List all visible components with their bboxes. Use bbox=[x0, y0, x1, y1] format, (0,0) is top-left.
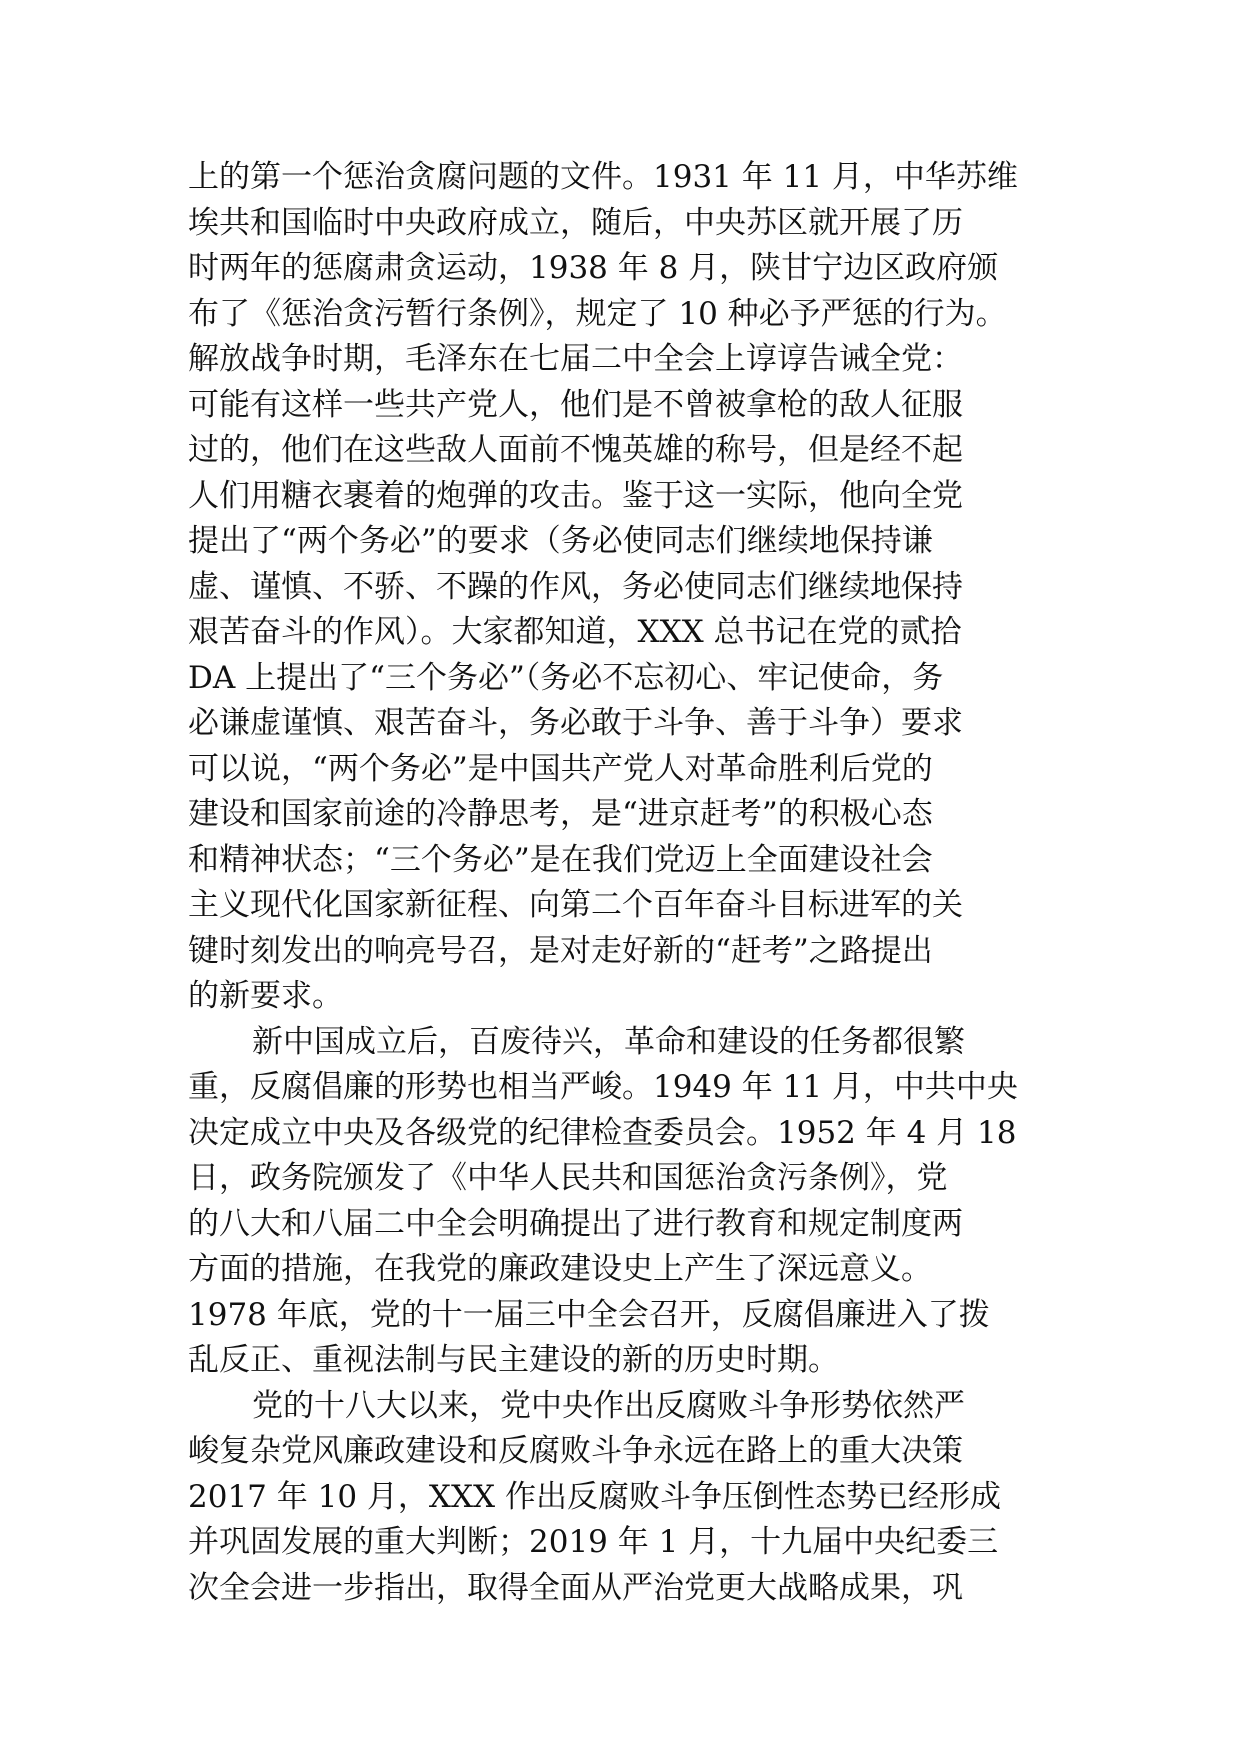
text-line: 埃共和国临时中央政府成立，随后，中央苏区就开展了历 bbox=[188, 204, 963, 241]
text-line: 党的十八大以来，党中央作出反腐败斗争形势依然严 bbox=[252, 1387, 965, 1424]
text-line: 2017 年 10 月，XXX 作出反腐败斗争压倒性态势已经形成 bbox=[188, 1478, 1001, 1515]
text-line: DA 上提出了“三个务必”（务必不忘初心、牢记使命，务 bbox=[188, 659, 944, 696]
text-line: 可能有这样一些共产党人，他们是不曾被拿枪的敌人征服 bbox=[188, 386, 963, 423]
text-line: 提出了“两个务必”的要求（务必使同志们继续地保持谦 bbox=[188, 523, 933, 559]
text-line: 人们用糖衣裹着的炮弹的攻击。鉴于这一实际，他向全党 bbox=[188, 477, 963, 514]
text-line: 建设和国家前途的冷静思考，是“进京赶考”的积极心态 bbox=[188, 796, 933, 832]
text-line: 并巩固发展的重大判断；2019 年 1 月，十九届中央纪委三 bbox=[188, 1524, 999, 1560]
text-line: 解放战争时期，毛泽东在七届二中全会上谆谆告诫全党： bbox=[188, 341, 963, 377]
text-line: 1978 年底，党的十一届三中全会召开，反腐倡廉进入了拨 bbox=[188, 1296, 990, 1333]
text-line: 的八大和八届二中全会明确提出了进行教育和规定制度两 bbox=[188, 1205, 963, 1242]
text-line: 虚、谨慎、不骄、不躁的作风，务必使同志们继续地保持 bbox=[188, 568, 963, 605]
text-line: 方面的措施，在我党的廉政建设史上产生了深远意义。 bbox=[188, 1251, 932, 1287]
text-line: 重，反腐倡廉的形势也相当严峻。1949 年 11 月，中共中央 bbox=[188, 1069, 1018, 1105]
text-line: 时两年的惩腐肃贪运动，1938 年 8 月，陕甘宁边区政府颁 bbox=[188, 250, 999, 286]
text-line: 的新要求。 bbox=[188, 978, 343, 1014]
text-line: 次全会进一步指出，取得全面从严治党更大战略成果，巩 bbox=[188, 1569, 963, 1606]
text-line: 键时刻发出的响亮号召，是对走好新的“赶考”之路提出 bbox=[188, 932, 933, 969]
text-line: 和精神状态；“三个务必”是在我们党迈上全面建设社会 bbox=[188, 841, 933, 878]
text-line: 布了《惩治贪污暂行条例》，规定了 10 种必予严惩的行为。 bbox=[188, 295, 1007, 332]
text-line: 新中国成立后，百废待兴，革命和建设的任务都很繁 bbox=[252, 1023, 965, 1060]
text-line: 必谦虚谨慎、艰苦奋斗，务必敢于斗争、善于斗争）要求 bbox=[188, 705, 963, 741]
text-line: 日，政务院颁发了《中华人民共和国惩治贪污条例》，党 bbox=[188, 1160, 948, 1196]
document-body bbox=[188, 155, 1068, 1611]
text-line: 主义现代化国家新征程、向第二个百年奋斗目标进军的关 bbox=[188, 887, 963, 923]
text-line: 峻复杂党风廉政建设和反腐败斗争永远在路上的重大决策 bbox=[188, 1433, 963, 1469]
text-line: 艰苦奋斗的作风）。大家都知道，XXX 总书记在党的贰拾 bbox=[188, 614, 962, 650]
text-line: 上的第一个惩治贪腐问题的文件。1931 年 11 月，中华苏维 bbox=[188, 159, 1018, 195]
text-line: 乱反正、重视法制与民主建设的新的历史时期。 bbox=[188, 1342, 839, 1378]
text-line: 决定成立中央及各级党的纪律检查委员会。1952 年 4 月 18 bbox=[188, 1114, 1017, 1151]
text-line: 可以说，“两个务必”是中国共产党人对革命胜利后党的 bbox=[188, 750, 933, 787]
text-line: 过的，他们在这些敌人面前不愧英雄的称号，但是经不起 bbox=[188, 432, 963, 468]
